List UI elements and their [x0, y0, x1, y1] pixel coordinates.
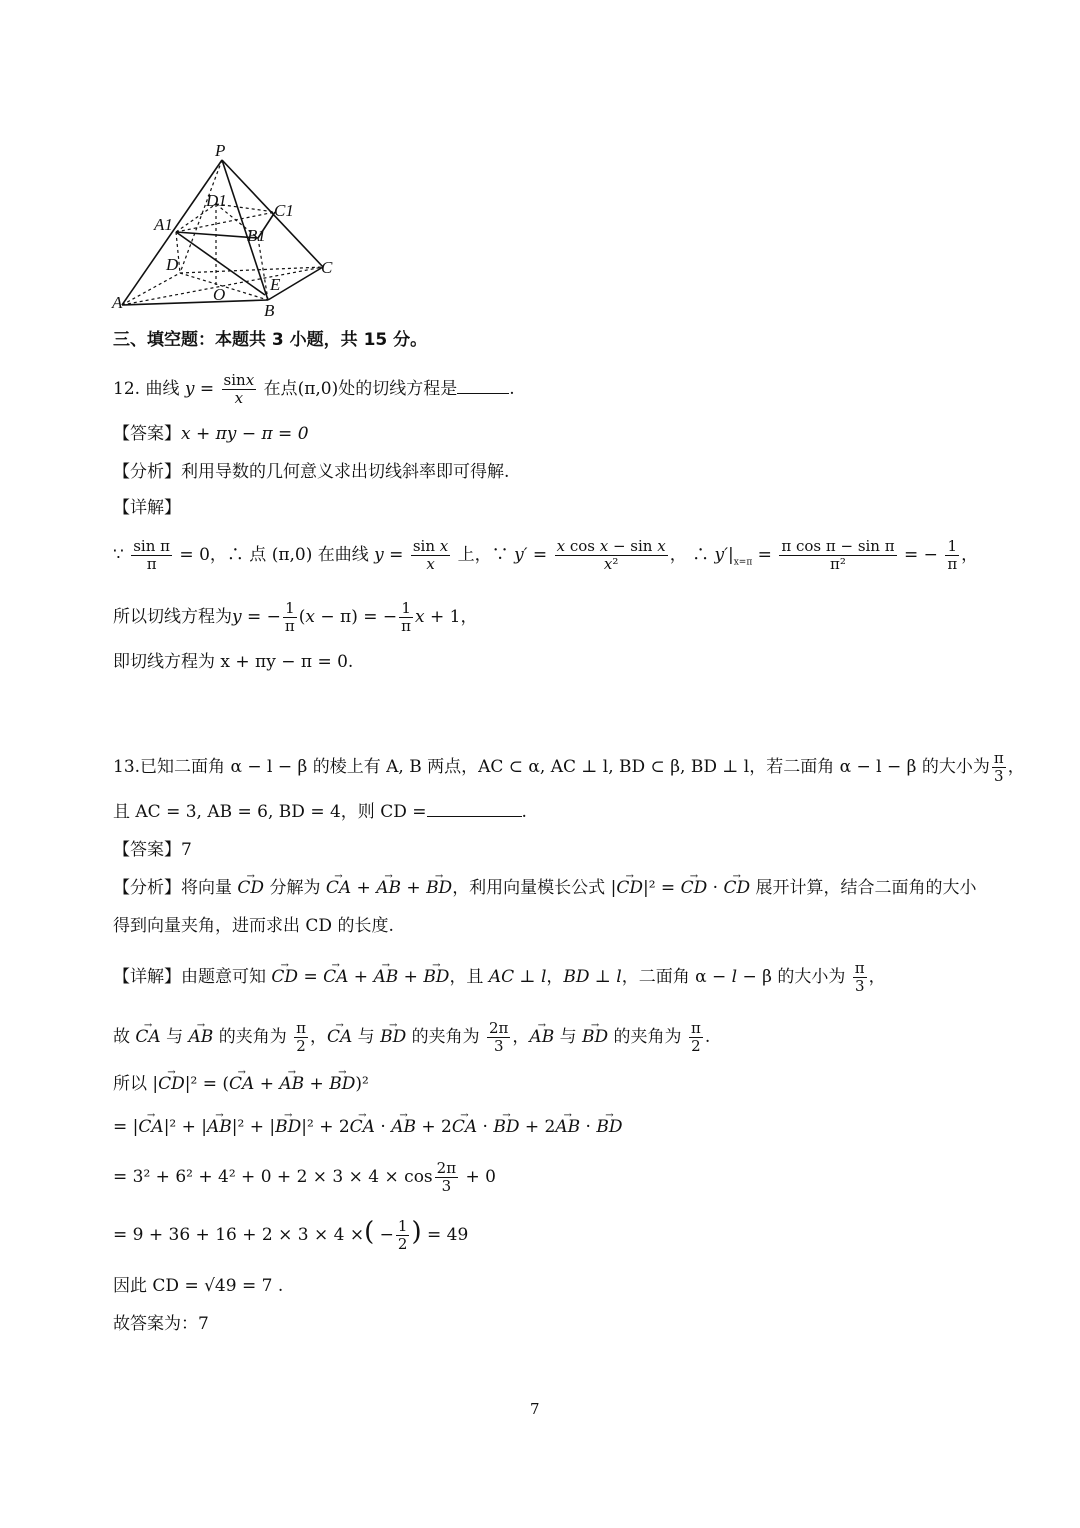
q13-detail-5: = 3² + 6² + 4² + 0 + 2 × 3 × 4 × cos $\frac{2\pi}{3}$ + 0: [113, 1159, 496, 1195]
q13-detail-1: 【详解】由题意可知 → CD = → CA + → AB + → BD，且 AC ⊥ l，BD ⊥ l，二面角 α − l − β 的大小为 $\frac{\pi}{3}$ ，: [113, 960, 886, 995]
label-C1: C1: [274, 201, 294, 220]
label-D1: D1: [206, 191, 227, 210]
q13-detail-2: 故 → CA 与 → AB 的夹角为 $\frac{\pi}{2}$ ，→ CA 与 → BD 的夹角为 $\frac{2\pi}{3}$ ，→ AB 与 → BD 的夹角为 $\frac{\pi}{2}$ .: [113, 1020, 710, 1055]
pyramid-figure: [110, 140, 350, 320]
q12-detail-1: ∵ $\frac{\text{sin π}}{\pi}$ = 0，∴ 点 (π,0) 在曲线 y = $\frac{\text{sin x}}{x}$ 上，∵ y′ = $\frac{\text{x cos x − sin x}}{\text{x²}}$ ， ∴ $y'|_{x=\pi}$ = $\frac{\text{π cos π − sin π}}{\text{π²}}$ = − $\frac{1}{\pi}$ ，: [113, 537, 979, 573]
q13-answer: 【答案】7: [113, 840, 192, 860]
page-number: 7: [530, 1400, 540, 1418]
q13-detail-3: 所以 |→ CD|² = (→ CA + → AB + → BD)²: [113, 1072, 369, 1096]
label-A: A: [112, 293, 123, 312]
label-C: C: [321, 258, 333, 277]
label-D: D: [166, 255, 179, 274]
label-B: B: [264, 301, 275, 320]
q13-stem-1: 13.已知二面角 α − l − β 的棱上有 A, B 两点，AC ⊂ α, AC ⊥ l, BD ⊂ β, BD ⊥ l，若二面角 α − l − β 的大小为 $\frac{\pi}{3}$ ，: [113, 749, 1025, 785]
q13-conclusion: 因此 CD = √49 = 7 .: [113, 1276, 284, 1296]
q13-detail-4: = |→ CA|² + |→ AB|² + |→ BD|² + 2→ CA · → AB + 2→ CA · → BD + 2→ AB · → BD: [113, 1115, 622, 1139]
q12-detail-label: 【详解】: [113, 498, 181, 518]
q13-stem-2: 且 AC = 3, AB = 6, BD = 4，则 CD = .: [113, 802, 527, 822]
q13-analysis-2: 得到向量夹角，进而求出 CD 的长度.: [113, 916, 394, 936]
label-E: E: [270, 275, 281, 294]
q13-final: 故答案为：7: [113, 1314, 209, 1334]
q13-detail-6: = 9 + 36 + 16 + 2 × 3 × 4 ×( − $\frac{1}{2}$ ) = 49: [113, 1217, 469, 1253]
label-A1: A1: [154, 215, 173, 234]
q12-analysis: 【分析】利用导数的几何意义求出切线斜率即可得解.: [113, 462, 510, 482]
label-P: P: [215, 141, 226, 160]
label-B1: B1: [247, 226, 266, 245]
q12-detail-3: 即切线方程为 x + πy − π = 0.: [113, 652, 354, 672]
q12-answer: 【答案】x + πy − π = 0: [113, 424, 309, 444]
q13-analysis-1: 【分析】将向量 → CD 分解为 → CA + → AB + → BD，利用向量模长公式 |→ CD|² = → CD · → CD 展开计算，结合二面角的大小: [113, 876, 976, 900]
q12-stem: 12. 曲线 y = $\frac{\sin x}{x}$ 在点(π,0)处的切线方程是 .: [113, 371, 515, 407]
label-O: O: [213, 285, 226, 304]
q12-detail-2: 所以切线方程为y = − $\frac{1}{\pi}$ (x − π) = − $\frac{1}{\pi}$ x + 1，: [113, 599, 478, 635]
section-header: 三、填空题：本题共 3 小题，共 15 分。: [113, 330, 428, 350]
